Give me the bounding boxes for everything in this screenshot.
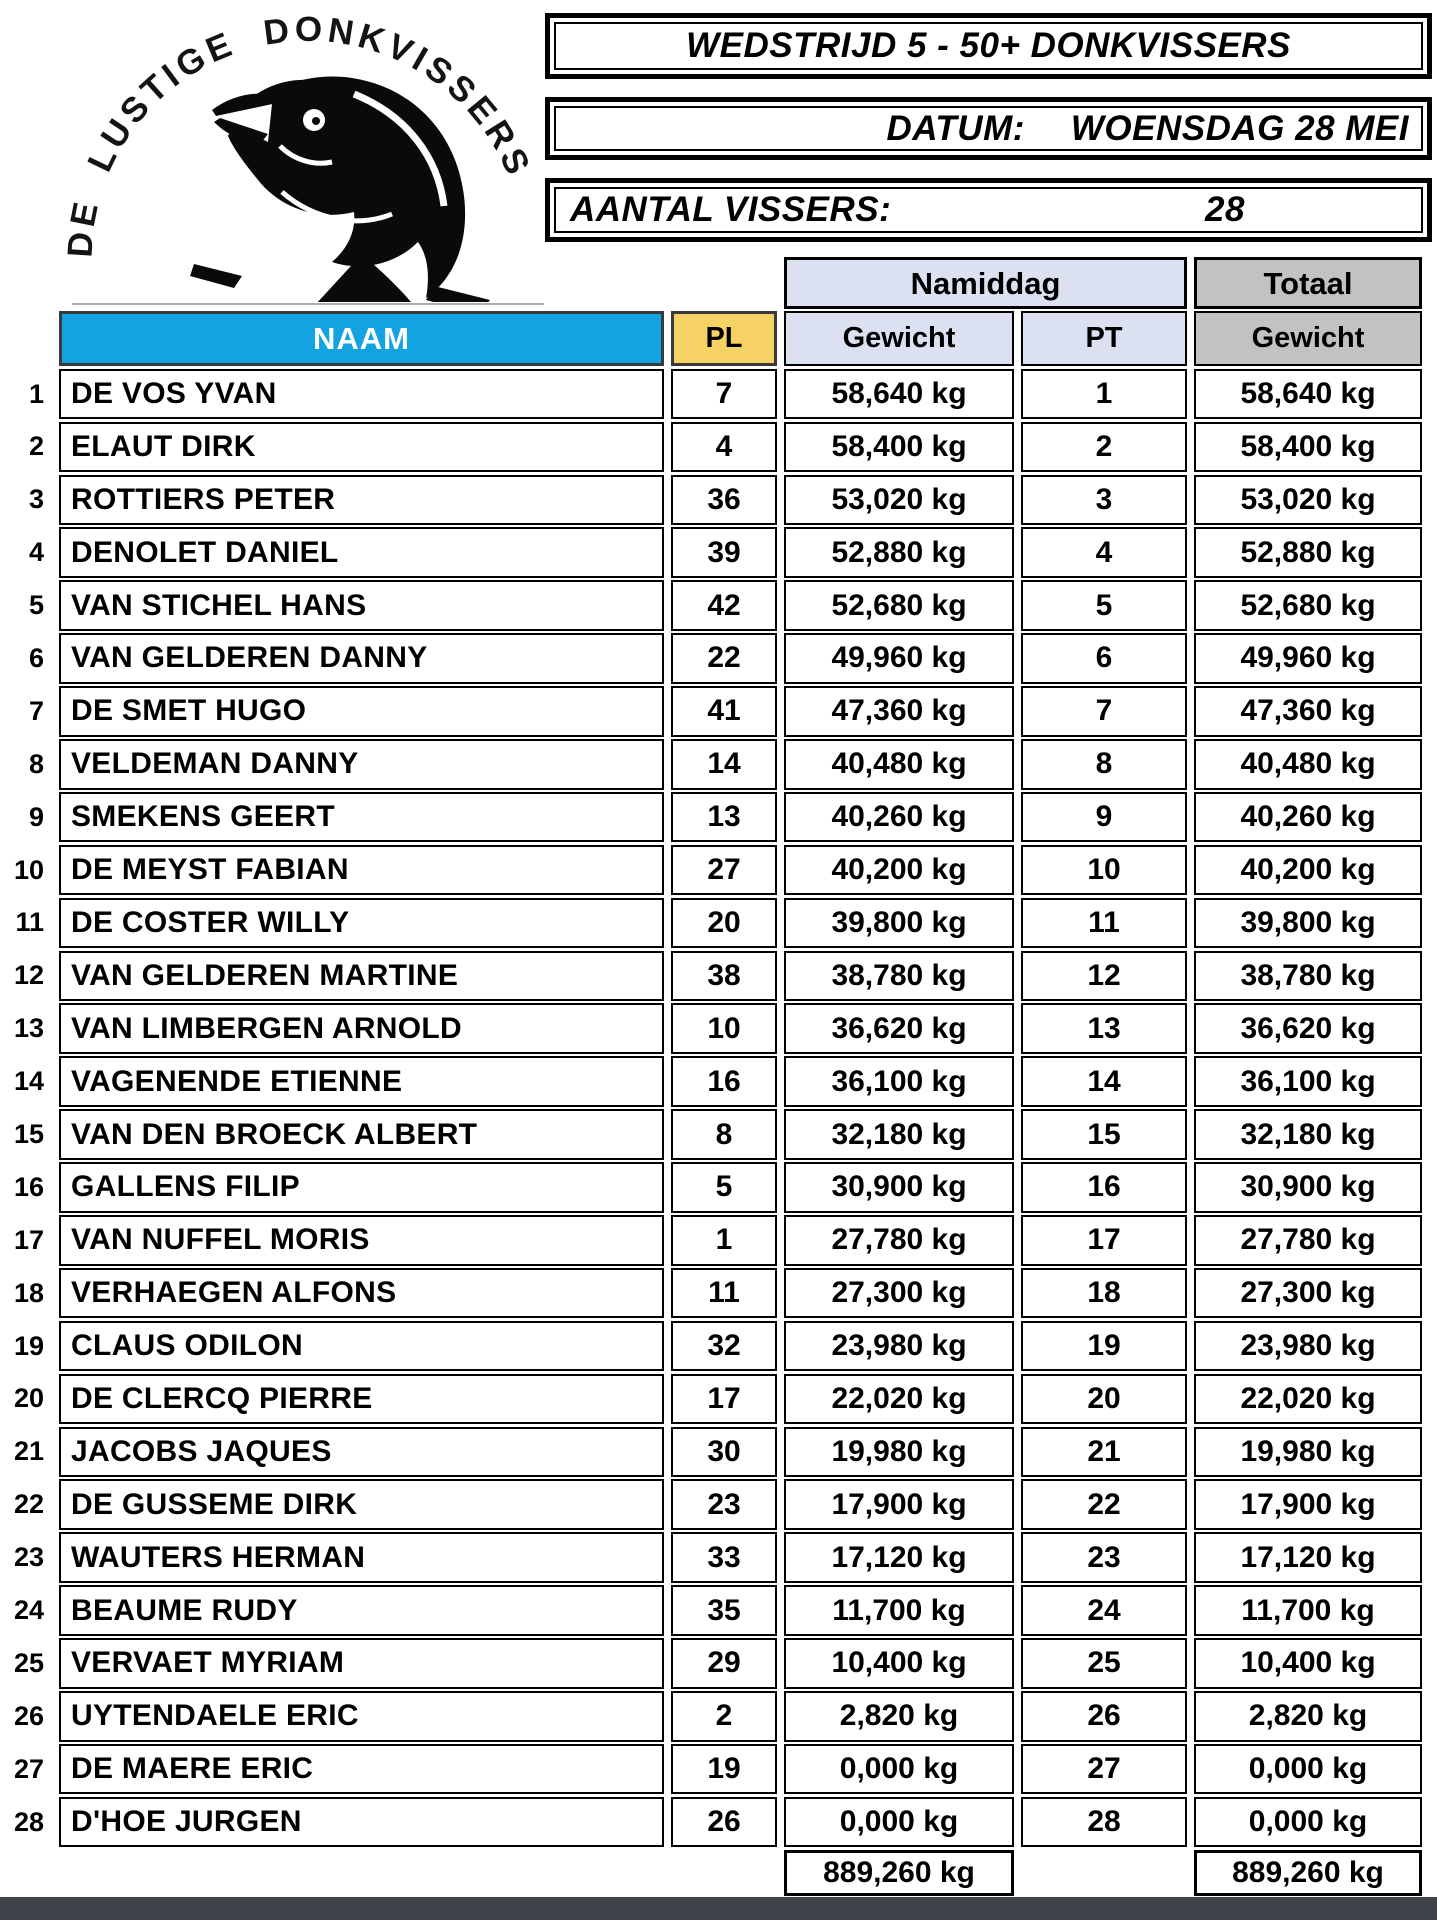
- row-pt-cell: 12: [1021, 951, 1187, 1002]
- row-naam-cell: VAN GELDEREN MARTINE: [59, 951, 664, 1002]
- row-totaal-cell: 40,260 kg: [1194, 792, 1422, 843]
- row-pt-cell: 24: [1021, 1585, 1187, 1636]
- row-totaal-cell: 53,020 kg: [1194, 475, 1422, 526]
- row-pt-cell: 23: [1021, 1532, 1187, 1583]
- row-totaal-cell: 0,000 kg: [1194, 1797, 1422, 1848]
- row-gewicht-cell: 40,480 kg: [784, 739, 1014, 790]
- row-rank: 1: [28, 378, 44, 409]
- row-naam-cell: DE SMET HUGO: [59, 686, 664, 737]
- row-pl-cell: 39: [671, 527, 777, 578]
- row-rank: 27: [13, 1753, 44, 1784]
- row-rank: 21: [13, 1436, 44, 1467]
- row-naam-cell: VERVAET MYRIAM: [59, 1638, 664, 1689]
- row-pl-cell: 33: [671, 1532, 777, 1583]
- row-pt-cell: 20: [1021, 1374, 1187, 1425]
- row-gewicht-cell: 52,680 kg: [784, 580, 1014, 631]
- row-naam-cell: VAN NUFFEL MORIS: [59, 1215, 664, 1266]
- row-rank: 13: [13, 1013, 44, 1044]
- row-rank: 11: [15, 907, 44, 938]
- row-pl-cell: 4: [671, 422, 777, 473]
- row-pl-cell: 35: [671, 1585, 777, 1636]
- row-totaal-cell: 22,020 kg: [1194, 1374, 1422, 1425]
- row-pl-cell: 42: [671, 580, 777, 631]
- row-pt-cell: 14: [1021, 1056, 1187, 1107]
- row-naam-cell: VAN DEN BROECK ALBERT: [59, 1109, 664, 1160]
- row-rank: 28: [13, 1806, 44, 1837]
- row-rank: 6: [28, 642, 44, 673]
- column-header-pt: PT: [1021, 311, 1187, 366]
- row-rank: 25: [13, 1647, 44, 1678]
- row-totaal-cell: 40,200 kg: [1194, 845, 1422, 896]
- row-totaal-cell: 27,300 kg: [1194, 1268, 1422, 1319]
- row-gewicht-cell: 27,780 kg: [784, 1215, 1014, 1266]
- row-naam-cell: SMEKENS GEERT: [59, 792, 664, 843]
- row-gewicht-cell: 47,360 kg: [784, 686, 1014, 737]
- row-totaal-cell: 40,480 kg: [1194, 739, 1422, 790]
- row-rank: 12: [13, 960, 44, 991]
- fisher-count-box: [545, 178, 1432, 242]
- row-gewicht-cell: 38,780 kg: [784, 951, 1014, 1002]
- row-gewicht-cell: 10,400 kg: [784, 1638, 1014, 1689]
- row-pt-cell: 9: [1021, 792, 1187, 843]
- row-gewicht-cell: 11,700 kg: [784, 1585, 1014, 1636]
- row-naam-cell: BEAUME RUDY: [59, 1585, 664, 1636]
- row-gewicht-cell: 0,000 kg: [784, 1744, 1014, 1795]
- row-pt-cell: 18: [1021, 1268, 1187, 1319]
- row-gewicht-cell: 32,180 kg: [784, 1109, 1014, 1160]
- row-totaal-cell: 2,820 kg: [1194, 1691, 1422, 1742]
- row-pl-cell: 5: [671, 1162, 777, 1213]
- row-gewicht-cell: 19,980 kg: [784, 1427, 1014, 1478]
- row-pt-cell: 26: [1021, 1691, 1187, 1742]
- row-pl-cell: 13: [671, 792, 777, 843]
- row-pl-cell: 1: [671, 1215, 777, 1266]
- row-rank: 24: [13, 1595, 44, 1626]
- row-rank: 9: [28, 801, 44, 832]
- row-gewicht-cell: 40,260 kg: [784, 792, 1014, 843]
- row-gewicht-cell: 36,100 kg: [784, 1056, 1014, 1107]
- column-header-pl: PL: [671, 311, 777, 366]
- row-pt-cell: 6: [1021, 633, 1187, 684]
- row-rank: 7: [28, 695, 44, 726]
- row-naam-cell: VAGENENDE ETIENNE: [59, 1056, 664, 1107]
- row-pt-cell: 11: [1021, 898, 1187, 949]
- row-totaal-cell: 52,680 kg: [1194, 580, 1422, 631]
- row-pt-cell: 27: [1021, 1744, 1187, 1795]
- row-naam-cell: JACOBS JAQUES: [59, 1427, 664, 1478]
- row-totaal-cell: 17,900 kg: [1194, 1479, 1422, 1530]
- row-naam-cell: WAUTERS HERMAN: [59, 1532, 664, 1583]
- row-pl-cell: 8: [671, 1109, 777, 1160]
- row-pt-cell: 15: [1021, 1109, 1187, 1160]
- row-pt-cell: 10: [1021, 845, 1187, 896]
- row-pl-cell: 17: [671, 1374, 777, 1425]
- row-pt-cell: 28: [1021, 1797, 1187, 1848]
- logo-arc-text: DE LUSTIGE DONKVISSERS: [60, 9, 539, 259]
- row-pl-cell: 38: [671, 951, 777, 1002]
- row-naam-cell: DE GUSSEME DIRK: [59, 1479, 664, 1530]
- row-naam-cell: DE MAERE ERIC: [59, 1744, 664, 1795]
- column-header-totaal-gewicht: Gewicht: [1194, 311, 1422, 366]
- row-gewicht-cell: 52,880 kg: [784, 527, 1014, 578]
- row-totaal-cell: 52,880 kg: [1194, 527, 1422, 578]
- row-pl-cell: 10: [671, 1003, 777, 1054]
- row-gewicht-cell: 36,620 kg: [784, 1003, 1014, 1054]
- column-header-naam: NAAM: [59, 311, 664, 366]
- row-gewicht-cell: 49,960 kg: [784, 633, 1014, 684]
- row-pl-cell: 29: [671, 1638, 777, 1689]
- row-naam-cell: ELAUT DIRK: [59, 422, 664, 473]
- fisher-count-value: 28: [1205, 190, 1245, 229]
- row-totaal-cell: 23,980 kg: [1194, 1321, 1422, 1372]
- row-gewicht-cell: 53,020 kg: [784, 475, 1014, 526]
- row-naam-cell: D'HOE JURGEN: [59, 1797, 664, 1848]
- row-rank: 17: [13, 1224, 44, 1255]
- row-rank: 22: [13, 1489, 44, 1520]
- row-pt-cell: 3: [1021, 475, 1187, 526]
- row-gewicht-cell: 58,400 kg: [784, 422, 1014, 473]
- row-pt-cell: 17: [1021, 1215, 1187, 1266]
- row-naam-cell: VELDEMAN DANNY: [59, 739, 664, 790]
- row-pl-cell: 19: [671, 1744, 777, 1795]
- row-gewicht-cell: 0,000 kg: [784, 1797, 1014, 1848]
- row-pl-cell: 16: [671, 1056, 777, 1107]
- results-grid: [8, 257, 1422, 1896]
- row-totaal-cell: 39,800 kg: [1194, 898, 1422, 949]
- row-naam-cell: ROTTIERS PETER: [59, 475, 664, 526]
- row-rank: 5: [28, 590, 44, 621]
- row-pt-cell: 13: [1021, 1003, 1187, 1054]
- row-naam-cell: VAN LIMBERGEN ARNOLD: [59, 1003, 664, 1054]
- row-naam-cell: CLAUS ODILON: [59, 1321, 664, 1372]
- row-rank: 19: [13, 1330, 44, 1361]
- row-pl-cell: 27: [671, 845, 777, 896]
- row-pl-cell: 23: [671, 1479, 777, 1530]
- row-totaal-cell: 32,180 kg: [1194, 1109, 1422, 1160]
- row-pt-cell: 25: [1021, 1638, 1187, 1689]
- row-rank: 2: [28, 431, 44, 462]
- group-header-totaal: Totaal: [1194, 257, 1422, 309]
- row-pl-cell: 26: [671, 1797, 777, 1848]
- row-naam-cell: VERHAEGEN ALFONS: [59, 1268, 664, 1319]
- row-naam-cell: DE VOS YVAN: [59, 369, 664, 420]
- date-value: WOENSDAG 28 MEI: [1070, 108, 1409, 148]
- row-rank: 23: [13, 1542, 44, 1573]
- bottom-bar: [0, 1897, 1437, 1920]
- fisher-count-label: AANTAL VISSERS:: [570, 190, 892, 229]
- row-pl-cell: 32: [671, 1321, 777, 1372]
- row-totaal-cell: 10,400 kg: [1194, 1638, 1422, 1689]
- row-pl-cell: 30: [671, 1427, 777, 1478]
- row-rank: 4: [28, 537, 44, 568]
- row-totaal-cell: 58,400 kg: [1194, 422, 1422, 473]
- row-gewicht-cell: 39,800 kg: [784, 898, 1014, 949]
- row-gewicht-cell: 17,120 kg: [784, 1532, 1014, 1583]
- date-box: [545, 97, 1432, 160]
- row-totaal-cell: 47,360 kg: [1194, 686, 1422, 737]
- row-rank: 3: [28, 484, 44, 515]
- row-naam-cell: VAN STICHEL HANS: [59, 580, 664, 631]
- title-box: [545, 13, 1432, 79]
- row-pl-cell: 36: [671, 475, 777, 526]
- row-naam-cell: DE COSTER WILLY: [59, 898, 664, 949]
- row-gewicht-cell: 27,300 kg: [784, 1268, 1014, 1319]
- total-gewicht: 889,260 kg: [784, 1850, 1014, 1896]
- row-pt-cell: 4: [1021, 527, 1187, 578]
- row-pt-cell: 5: [1021, 580, 1187, 631]
- row-gewicht-cell: 30,900 kg: [784, 1162, 1014, 1213]
- row-pt-cell: 7: [1021, 686, 1187, 737]
- row-pt-cell: 19: [1021, 1321, 1187, 1372]
- row-naam-cell: VAN GELDEREN DANNY: [59, 633, 664, 684]
- row-rank: 18: [13, 1277, 44, 1308]
- row-pt-cell: 16: [1021, 1162, 1187, 1213]
- row-gewicht-cell: 23,980 kg: [784, 1321, 1014, 1372]
- row-gewicht-cell: 17,900 kg: [784, 1479, 1014, 1530]
- date-label: DATUM:: [886, 108, 1025, 148]
- row-pl-cell: 20: [671, 898, 777, 949]
- column-header-gewicht: Gewicht: [784, 311, 1014, 366]
- row-pt-cell: 2: [1021, 422, 1187, 473]
- row-pl-cell: 2: [671, 1691, 777, 1742]
- row-naam-cell: GALLENS FILIP: [59, 1162, 664, 1213]
- row-pl-cell: 7: [671, 369, 777, 420]
- row-rank: 26: [13, 1700, 44, 1731]
- row-totaal-cell: 49,960 kg: [1194, 633, 1422, 684]
- row-naam-cell: DE MEYST FABIAN: [59, 845, 664, 896]
- row-rank: 14: [13, 1066, 44, 1097]
- row-rank: 20: [13, 1383, 44, 1414]
- row-naam-cell: DE CLERCQ PIERRE: [59, 1374, 664, 1425]
- row-pl-cell: 41: [671, 686, 777, 737]
- group-header-namiddag: Namiddag: [784, 257, 1187, 309]
- row-totaal-cell: 38,780 kg: [1194, 951, 1422, 1002]
- total-totaal-gewicht: 889,260 kg: [1194, 1850, 1422, 1896]
- row-pt-cell: 8: [1021, 739, 1187, 790]
- row-gewicht-cell: 58,640 kg: [784, 369, 1014, 420]
- row-gewicht-cell: 22,020 kg: [784, 1374, 1014, 1425]
- row-naam-cell: DENOLET DANIEL: [59, 527, 664, 578]
- row-pt-cell: 1: [1021, 369, 1187, 420]
- row-rank: 16: [13, 1171, 44, 1202]
- row-gewicht-cell: 2,820 kg: [784, 1691, 1014, 1742]
- row-totaal-cell: 17,120 kg: [1194, 1532, 1422, 1583]
- row-totaal-cell: 30,900 kg: [1194, 1162, 1422, 1213]
- row-pl-cell: 11: [671, 1268, 777, 1319]
- row-pl-cell: 14: [671, 739, 777, 790]
- row-totaal-cell: 36,620 kg: [1194, 1003, 1422, 1054]
- row-pl-cell: 22: [671, 633, 777, 684]
- row-naam-cell: UYTENDAELE ERIC: [59, 1691, 664, 1742]
- row-rank: 8: [28, 748, 44, 779]
- row-totaal-cell: 11,700 kg: [1194, 1585, 1422, 1636]
- row-totaal-cell: 58,640 kg: [1194, 369, 1422, 420]
- row-pt-cell: 21: [1021, 1427, 1187, 1478]
- row-rank: 15: [13, 1119, 44, 1149]
- row-totaal-cell: 27,780 kg: [1194, 1215, 1422, 1266]
- row-pt-cell: 22: [1021, 1479, 1187, 1530]
- row-gewicht-cell: 40,200 kg: [784, 845, 1014, 896]
- row-totaal-cell: 36,100 kg: [1194, 1056, 1422, 1107]
- row-rank: 10: [13, 854, 44, 885]
- row-totaal-cell: 19,980 kg: [1194, 1427, 1422, 1478]
- page-title: WEDSTRIJD 5 - 50+ DONKVISSERS: [686, 26, 1291, 65]
- row-totaal-cell: 0,000 kg: [1194, 1744, 1422, 1795]
